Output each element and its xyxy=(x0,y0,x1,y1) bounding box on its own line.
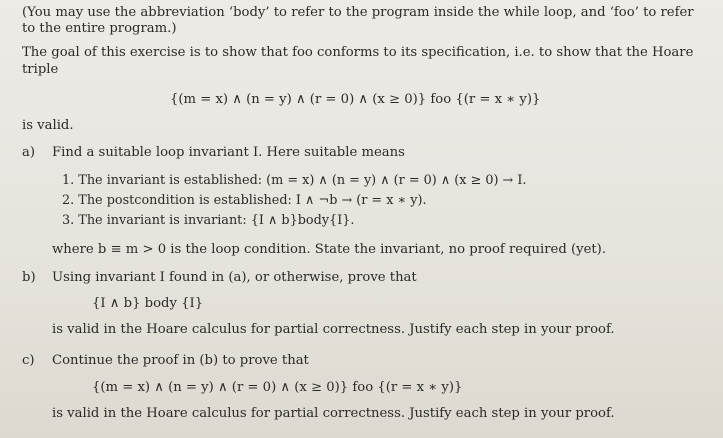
goal-line-2: triple xyxy=(22,62,59,77)
hoare-triple: {(m = x) ∧ (n = y) ∧ (r = 0) ∧ (x ≥ 0)} foo {(r = x ∗ y)} xyxy=(170,92,541,107)
part-a-item-1: 1. The invariant is established: (m = x) ∧ (n = y) ∧ (r = 0) ∧ (x ≥ 0) → I. xyxy=(62,173,527,188)
part-a-item-3: 3. The invariant is invariant: {I ∧ b}body{I}. xyxy=(62,213,355,228)
part-c-valid: is valid in the Hoare calculus for partial correctness. Justify each step in your proof. xyxy=(52,406,615,421)
goal-line-1: The goal of this exercise is to show that foo conforms to its specification, i.e. to show that the Hoare xyxy=(22,45,694,60)
part-c-text: Continue the proof in (b) to prove that xyxy=(52,353,309,368)
is-valid-text: is valid. xyxy=(22,118,74,133)
intro-line-2: to the entire program.) xyxy=(22,21,177,36)
part-b-valid: is valid in the Hoare calculus for partial correctness. Justify each step in your proof. xyxy=(52,322,615,337)
part-a-text: Find a suitable loop invariant I. Here suitable means xyxy=(52,145,405,160)
part-c-formula: {(m = x) ∧ (n = y) ∧ (r = 0) ∧ (x ≥ 0)} foo {(r = x ∗ y)} xyxy=(92,380,463,395)
intro-line-1: (You may use the abbreviation ‘body’ to refer to the program inside the while loop, and ‘foo’ to refer xyxy=(22,5,694,20)
part-c-label: c) xyxy=(22,353,35,368)
part-a-label: a) xyxy=(22,145,36,160)
part-a-item-2: 2. The postcondition is established: I ∧ ¬b → (r = x ∗ y). xyxy=(62,193,427,208)
part-a-where: where b ≡ m > 0 is the loop condition. State the invariant, no proof required (yet). xyxy=(52,242,607,257)
part-b-formula: {I ∧ b} body {I} xyxy=(92,296,204,311)
part-b-label: b) xyxy=(22,270,36,285)
part-b-text: Using invariant I found in (a), or otherwise, prove that xyxy=(52,270,417,285)
